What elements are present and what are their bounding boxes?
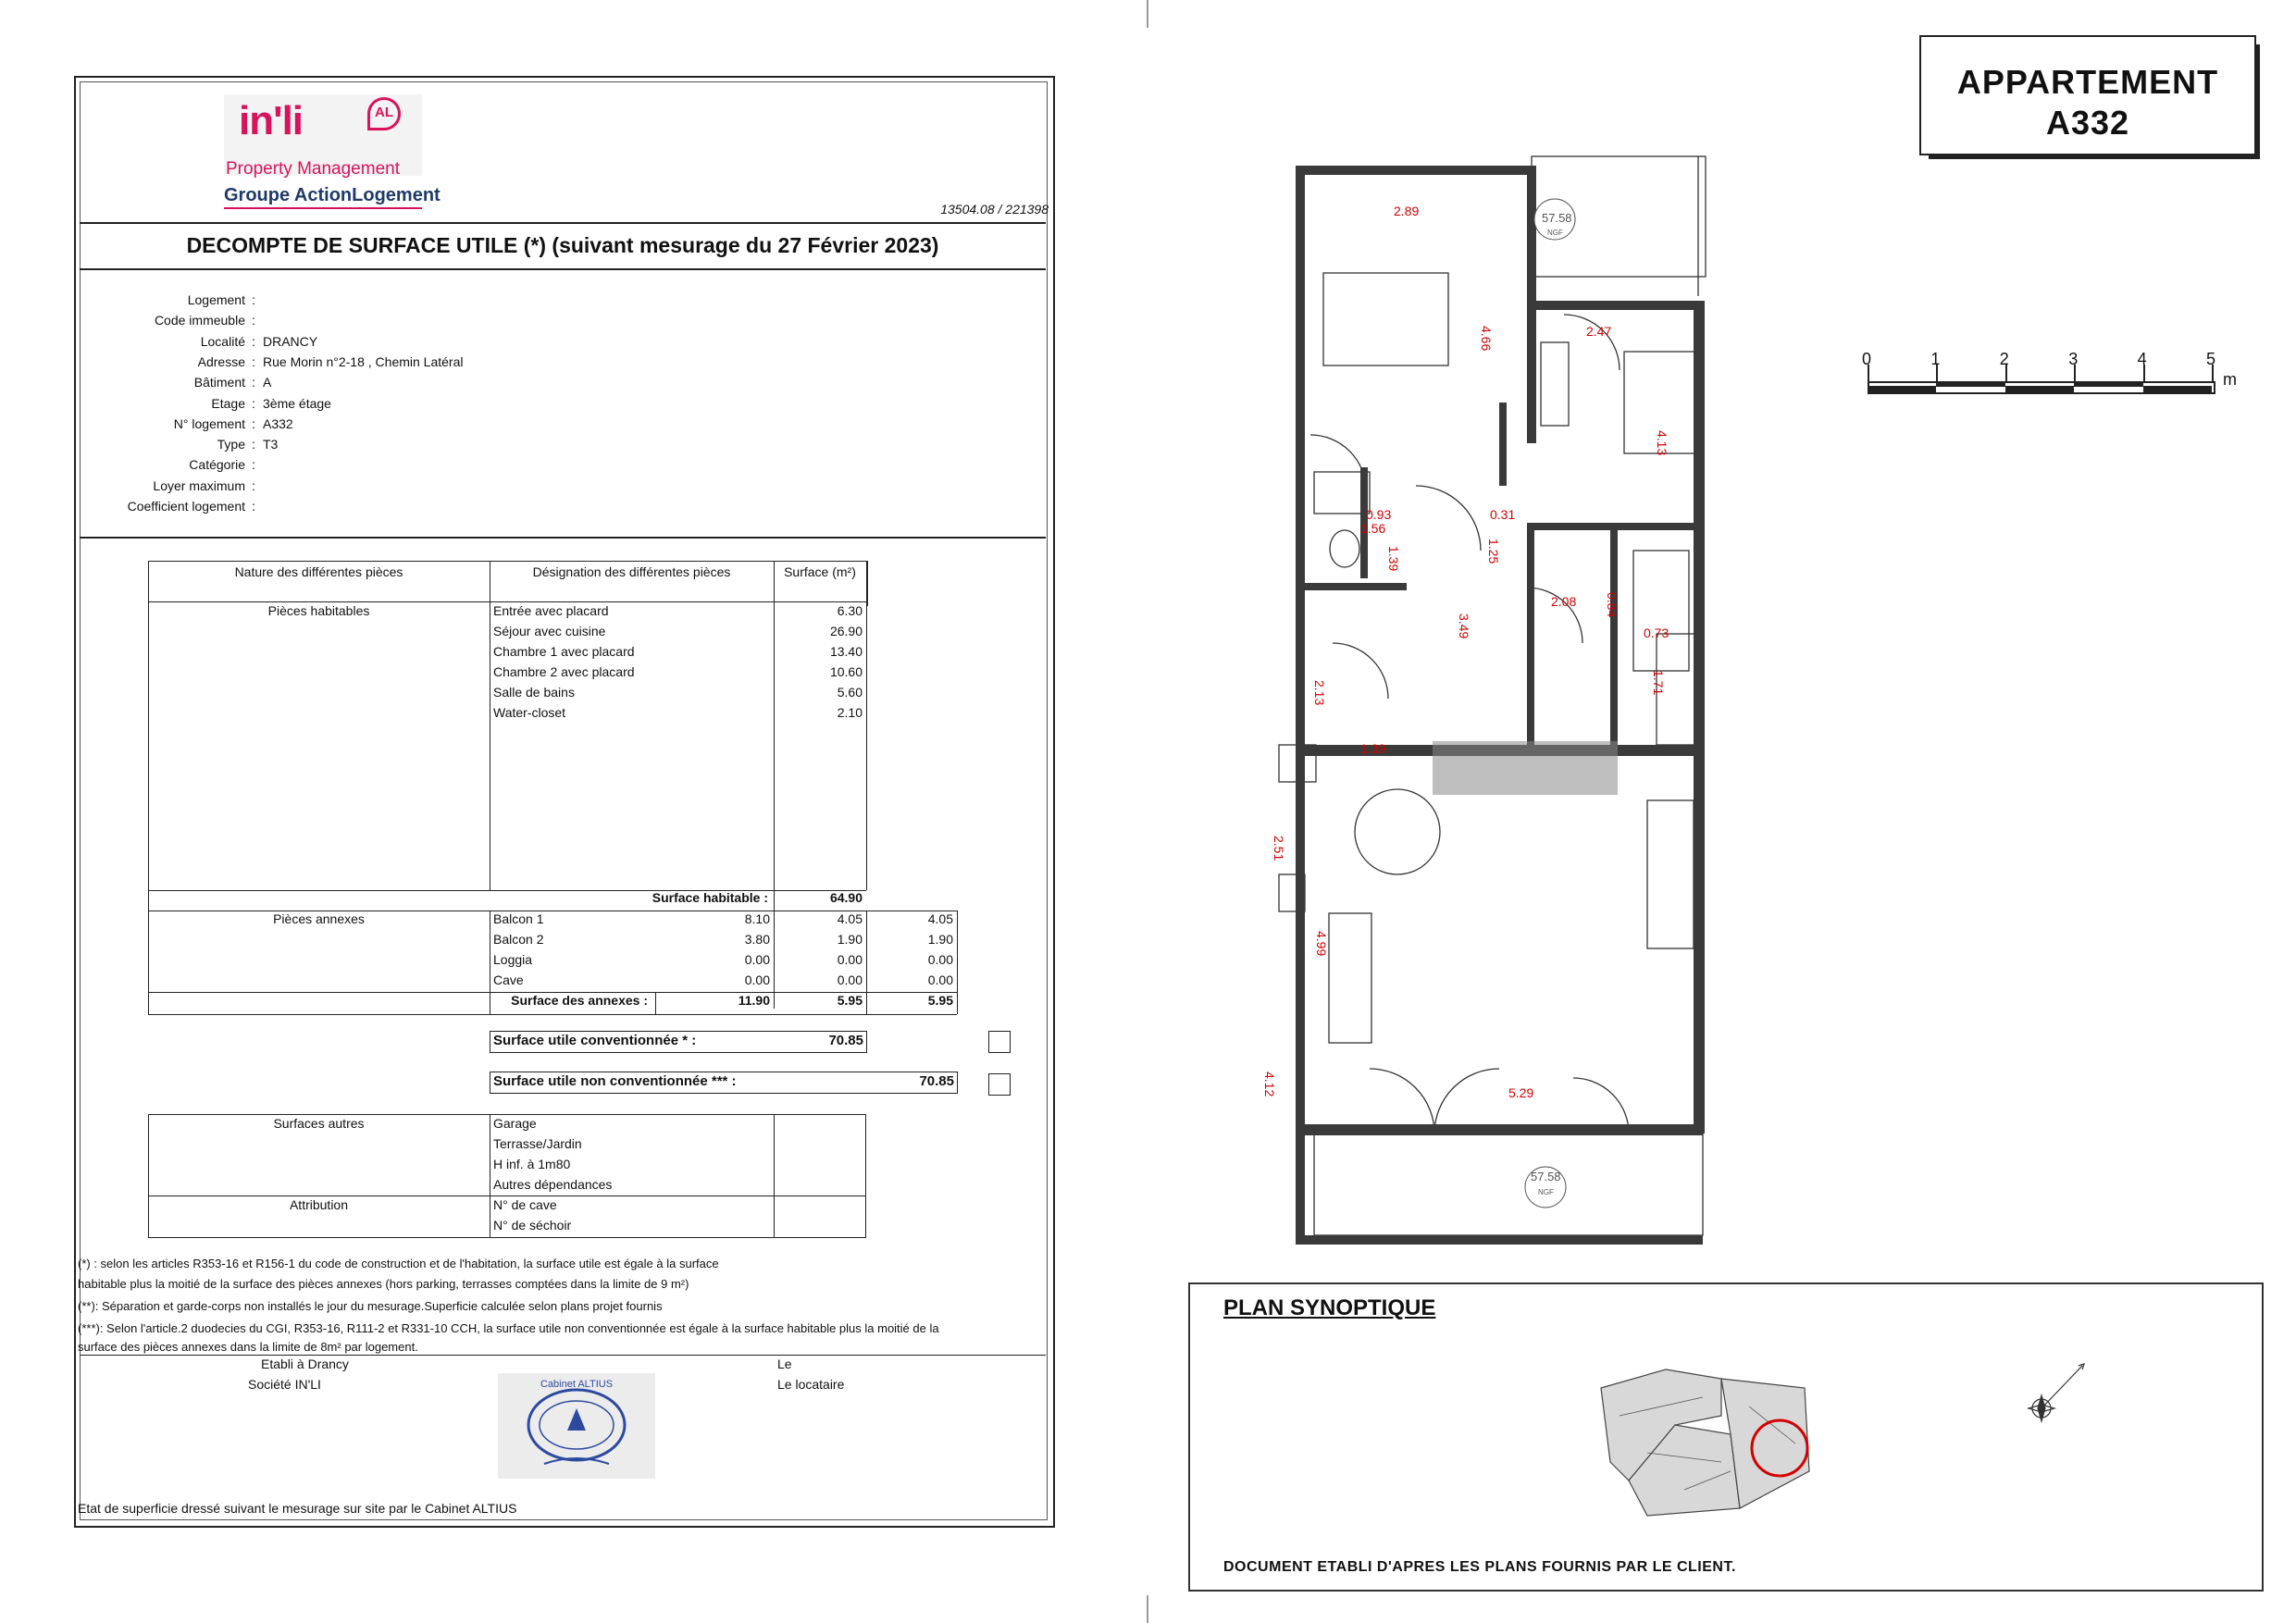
note-line: habitable plus la moitié de la surface des pièces annexes (hors parking, terrasses comptées dans la limite de 9 m²) <box>78 1277 689 1291</box>
info-value: A332 <box>263 415 293 431</box>
reference-number: 13504.08 / 221398 <box>940 202 1049 217</box>
scale-segment <box>2074 381 2142 387</box>
annex-v1: 3.80 <box>744 932 770 947</box>
annexes-total-v2: 5.95 <box>837 993 863 1008</box>
annex-name: Loggia <box>493 952 533 967</box>
dimension-label: 4.99 <box>1314 931 1329 957</box>
autres-label: Surfaces autres <box>273 1116 365 1131</box>
dimension-label: 2.89 <box>1394 204 1420 218</box>
row-room-surface: 2.10 <box>837 705 863 720</box>
dimension-label: 4.12 <box>1262 1072 1277 1097</box>
divider <box>80 222 1046 224</box>
annex-v1: 0.00 <box>744 952 770 967</box>
scale-segment <box>2005 386 2074 392</box>
annexes-total-v3: 5.95 <box>927 993 953 1008</box>
divider <box>80 268 1046 270</box>
dimension-label: 5.29 <box>1508 1085 1534 1100</box>
info-label: Localité <box>200 333 245 349</box>
info-label: Catégorie <box>189 457 245 473</box>
synoptique-footer: DOCUMENT ETABLI D'APRES LES PLANS FOURNIS PAR LE CLIENT. <box>1223 1559 1736 1575</box>
label-habitable: Pièces habitables <box>267 603 370 618</box>
info-value: A <box>263 375 272 390</box>
column-divider <box>957 911 958 1014</box>
row-room-surface: 13.40 <box>829 644 863 659</box>
floor-plan <box>1259 153 1740 1249</box>
stamp-text: Cabinet ALTIUS <box>540 1379 614 1390</box>
ngf-level-top: 57.58 <box>1542 211 1572 225</box>
annex-name: Balcon 1 <box>493 911 544 926</box>
surface-conv-value: 70.85 <box>828 1033 863 1048</box>
annex-v3: 0.00 <box>927 973 953 987</box>
surface-nonconv-value: 70.85 <box>919 1073 954 1089</box>
header-surface: Surface (m²) <box>784 564 856 579</box>
surface-nonconv-label: Surface utile non conventionnée *** : <box>493 1073 737 1089</box>
annex-v1: 8.10 <box>744 911 770 926</box>
dimension-label: 4.13 <box>1655 430 1669 456</box>
row-room-name: Water-closet <box>493 705 566 720</box>
row-room-name: Salle de bains <box>493 685 575 700</box>
info-colon: : <box>252 333 255 349</box>
column-divider <box>866 561 867 890</box>
info-label: Etage <box>211 395 245 411</box>
autres-item: Autres dépendances <box>493 1177 613 1192</box>
societe-text: Société IN'LI <box>248 1377 321 1392</box>
label-annexes: Pièces annexes <box>273 911 365 926</box>
scale-unit: m <box>2223 370 2237 389</box>
logo-line2: Groupe ActionLogement <box>224 185 441 205</box>
dimension-label: 1.25 <box>1486 539 1501 564</box>
info-label: Loyer maximum <box>153 477 245 493</box>
scale-segment <box>2143 386 2212 392</box>
dimension-label: 2.51 <box>1272 836 1286 861</box>
info-value: Rue Morin n°2-18 , Chemin Latéral <box>263 353 464 369</box>
annexes-total-v1: 11.90 <box>738 993 770 1008</box>
info-colon: : <box>252 292 255 307</box>
info-label: Adresse <box>197 353 245 369</box>
site-plan <box>1592 1360 1814 1527</box>
autres-item: H inf. à 1m80 <box>493 1157 571 1171</box>
row-room-surface: 26.90 <box>829 624 863 638</box>
ngf-unit-bottom: NGF <box>1538 1188 1554 1196</box>
attribution-label: Attribution <box>289 1197 349 1212</box>
habitable-total: 64.90 <box>829 890 863 905</box>
synoptique-title: PLAN SYNOPTIQUE <box>1223 1295 1436 1320</box>
header-designation: Désignation des différentes pièces <box>532 564 731 579</box>
info-colon: : <box>252 457 255 473</box>
logo-brand: in'li <box>239 98 304 143</box>
logo-underline <box>224 207 422 209</box>
info-label: Type <box>217 437 245 452</box>
info-value: T3 <box>263 437 279 452</box>
scale-tick-label: 4 <box>2137 350 2147 368</box>
surface-conv-box <box>490 1031 867 1053</box>
annexes-total-label: Surface des annexes : <box>511 993 648 1008</box>
habitable-total-label: Surface habitable : <box>652 890 768 905</box>
annex-v3: 4.05 <box>927 911 953 926</box>
header-nature: Nature des différentes pièces <box>234 564 403 579</box>
dimension-label: 2.13 <box>1312 680 1327 706</box>
logo-line1: Property Management <box>226 159 400 179</box>
ngf-unit-top: NGF <box>1547 229 1563 237</box>
apartment-box <box>1919 35 2256 155</box>
dimension-label: 3.49 <box>1457 613 1471 639</box>
compass-icon <box>2017 1358 2091 1432</box>
info-colon: : <box>252 437 255 452</box>
info-label: Coefficient logement <box>127 499 245 514</box>
locataire-text: Le locataire <box>777 1377 845 1392</box>
info-colon: : <box>252 375 255 390</box>
footer-note: Etat de superficie dressé suivant le mesurage sur site par le Cabinet ALTIUS <box>78 1501 517 1516</box>
surface-nonconv-checkbox[interactable] <box>988 1073 1011 1096</box>
dimension-label: 1.39 <box>1386 546 1401 572</box>
apartment-number: A332 <box>2045 104 2130 142</box>
info-label: Logement <box>187 292 245 307</box>
row-room-surface: 5.60 <box>837 685 863 700</box>
scale-tick-label: 5 <box>2206 350 2216 368</box>
table-line <box>148 601 866 602</box>
column-divider <box>148 561 149 1014</box>
scale-segment <box>1936 381 2004 387</box>
annex-name: Cave <box>493 973 524 987</box>
scale-tick-label: 1 <box>1930 350 1941 368</box>
annex-v3: 0.00 <box>927 952 953 967</box>
row-room-name: Chambre 1 avec placard <box>493 644 635 659</box>
autres-item: Terrasse/Jardin <box>493 1136 582 1151</box>
info-colon: : <box>252 499 255 514</box>
dimension-label: 1.56 <box>1360 521 1386 536</box>
row-room-surface: 10.60 <box>829 664 863 679</box>
row-room-name: Entrée avec placard <box>493 603 609 618</box>
le-text: Le <box>777 1357 792 1371</box>
annex-v1: 0.00 <box>744 973 770 987</box>
column-divider <box>655 992 656 1014</box>
dimension-label: 1.39 <box>1360 741 1386 756</box>
annex-v2: 0.00 <box>837 952 863 967</box>
dimension-label: 1.71 <box>1651 670 1666 696</box>
row-room-name: Séjour avec cuisine <box>493 624 606 638</box>
note-line: (***): Selon l'article.2 duodecies du CGI, R353-16, R111-2 et R331-10 CCH, la surface utile non conventionnée est égale à la surface habitable plus la moitié de la <box>78 1321 939 1335</box>
surface-conv-label: Surface utile conventionnée * : <box>493 1033 697 1048</box>
dimension-label: 0.31 <box>1490 507 1516 522</box>
dimension-label: 0.93 <box>1366 507 1392 522</box>
info-value: 3ème étage <box>263 395 331 411</box>
dimension-label: 0.84 <box>1605 592 1620 618</box>
row-room-surface: 6.30 <box>837 603 863 618</box>
scale-tick-label: 0 <box>1862 350 1872 368</box>
annex-v3: 1.90 <box>927 932 953 947</box>
logo-badge: AL <box>367 97 401 130</box>
etabli-text: Etabli à Drancy <box>261 1357 349 1371</box>
divider <box>80 537 1046 539</box>
info-colon: : <box>252 353 255 369</box>
info-value: DRANCY <box>263 333 318 349</box>
column-divider <box>774 1114 775 1238</box>
info-label: N° logement <box>173 415 245 431</box>
info-colon: : <box>252 477 255 493</box>
info-colon: : <box>252 415 255 431</box>
attribution-item: N° de séchoir <box>493 1218 572 1233</box>
row-room-name: Chambre 2 avec placard <box>493 664 635 679</box>
dimension-label: 4.66 <box>1479 326 1494 352</box>
fold-mark-bottom <box>1147 1595 1148 1623</box>
annex-v2: 1.90 <box>837 932 863 947</box>
ngf-level-bottom: 57.58 <box>1531 1170 1561 1183</box>
divider <box>80 1355 1046 1356</box>
info-colon: : <box>252 395 255 411</box>
apartment-title: APPARTEMENT <box>1956 63 2219 101</box>
note-line: (*) : selon les articles R353-16 et R156-1 du code de construction et de l'habitation, la surface utile est égale à la surface <box>78 1257 719 1270</box>
attribution-item: N° de cave <box>493 1197 557 1212</box>
note-line: surface des pièces annexes dans la limite de 8m² par logement. <box>78 1340 418 1354</box>
note-line: (**): Séparation et garde-corps non installés le jour du mesurage.Superficie calculée selon plans projet fournis <box>78 1299 663 1313</box>
document-title: DECOMPTE DE SURFACE UTILE (*) (suivant mesurage du 27 Février 2023) <box>186 233 939 257</box>
surface-conv-checkbox[interactable] <box>988 1031 1011 1053</box>
surface-nonconv-box <box>490 1072 958 1094</box>
fold-mark-top <box>1147 0 1148 28</box>
annex-v2: 0.00 <box>837 973 863 987</box>
dimension-label: 2.08 <box>1551 594 1577 609</box>
info-label: Code immeuble <box>154 313 245 328</box>
info-label: Bâtiment <box>193 375 245 390</box>
annex-v2: 4.05 <box>837 911 863 926</box>
stamp-area <box>498 1373 655 1479</box>
annex-name: Balcon 2 <box>493 932 544 947</box>
info-colon: : <box>252 313 255 328</box>
scale-tick-label: 2 <box>1999 350 2009 368</box>
autres-item: Garage <box>493 1116 537 1131</box>
table-line <box>148 1014 957 1015</box>
scale-segment <box>1868 386 1936 392</box>
dimension-label: 0.73 <box>1644 626 1669 640</box>
scale-tick-label: 3 <box>2068 350 2079 368</box>
dimension-label: 2.47 <box>1586 324 1612 339</box>
